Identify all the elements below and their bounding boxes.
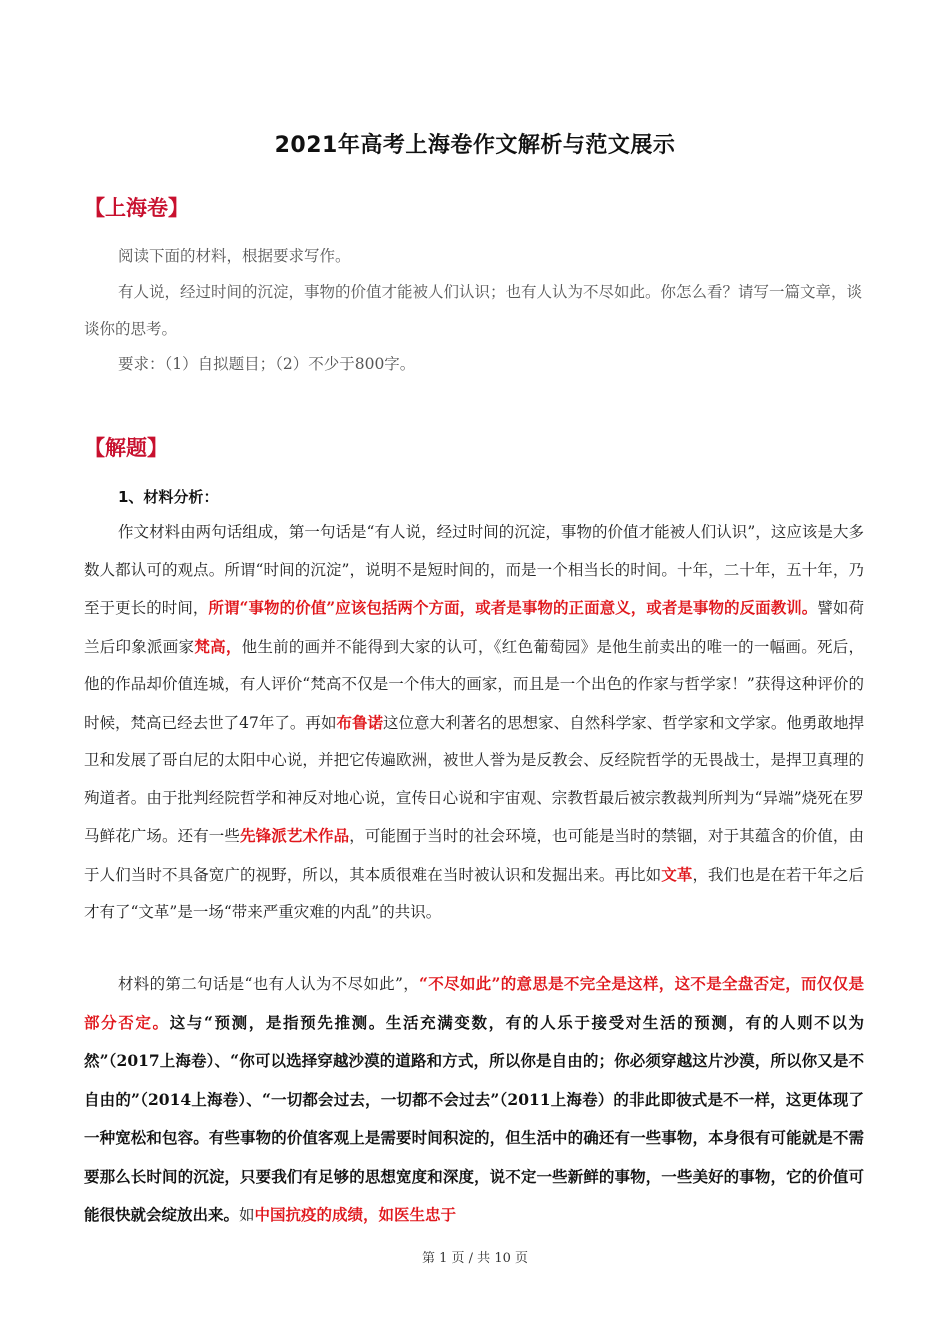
subheading-material-analysis: 1、材料分析：: [118, 488, 219, 506]
p1-highlight-wenge: 文革: [661, 864, 693, 884]
p2-highlight-partial: “不尽如此”的意思是不完全是这样，这不是全盘否定，而仅仅是部分否定。: [84, 974, 864, 1032]
analysis-paragraph-2: [84, 965, 864, 1235]
prompt-requirements: 要求：（1）自拟题目；（2）不少于800字。: [118, 355, 416, 373]
analysis-paragraph-1: [84, 514, 864, 932]
p1-highlight-bruno: 布鲁诺: [336, 712, 384, 732]
p2-bold-text: 这与“预测，是指预先推测。生活充满变数，有的人乐于接受对生活的预测，有的人则不以为然”（2017上海卷）、“你可以选择穿越沙漠的道路和方式，所以你是自由的；你必须穿越这片沙漠，所以你又是不自由的”（2014上海卷）、“一切都会过去，一切都不会过去”（2011上海卷）的非此即彼式是不一样，这更体现了一种宽松和包容。有些事物的价值客观上是需要时间积淀的，但生活中的确还有一些事物，本身很有可能就是不需要那么长时间的沉淀，只要我们有足够的思想宽度和深度，说不定一些新鲜的事物，一些美好的事物，它的价值可能很快就会绽放出来。: [84, 1012, 864, 1224]
p1-text-a: 作文材料由两句话组成，第一句话是“有人说，经过时间的沉淀，事物的价值才能被人们认识”，这应该是大多数人都认可的观点。所谓“时间的沉淀”，说明不是短时间的，而是一个相当长的时间。十年，二十年，五十年，乃至于更长的时间，: [84, 523, 864, 617]
p1-highlight-avantgarde: 先锋派艺术作品: [240, 826, 350, 845]
p1-text-k: ，我们也是在若干年之后才有了“文革”是一场“带来严重灾难的内乱”的共识。: [84, 865, 864, 921]
p2-text-d: 如: [239, 1206, 255, 1224]
p1-highlight-vangogh: 梵高，: [194, 636, 242, 656]
p1-text-c: 譬如荷兰后印象派画家: [84, 599, 864, 656]
prompt-material: 有人说，经过时间的沉淀，事物的价值才能被人们认识；也有人认为不尽如此。你怎么看？请写一篇文章，谈谈你的思考。: [84, 283, 863, 338]
p2-highlight-covid: 中国抗疫的成绩，如医生忠于: [254, 1205, 457, 1224]
section-heading-analysis: 【解题】: [84, 436, 168, 460]
page-footer: 第 1 页 / 共 10 页: [422, 1251, 528, 1266]
p2-text-a: 材料的第二句话是“也有人认为不尽如此”，: [118, 975, 420, 993]
p1-text-g: 这位意大利著名的思想家、自然科学家、哲学家和文学家。他勇敢地捍卫和发展了哥白尼的太阳中心说，并把它传遍欧洲，被世人誉为是反教会、反经院哲学的无畏战士，是捍卫真理的殉道者。由于批判经院哲学和神反对地心说，宣传日心说和宇宙观、宗教哲最后被宗教裁判所判为“异端”烧死在罗马鲜花广场。还有一些: [84, 713, 864, 845]
p1-text-e: 他生前的画并不能得到大家的认可，《红色葡萄园》是他生前卖出的唯一的一幅画。死后，他的作品却价值连城，有人评价“梵高不仅是一个伟大的画家，而且是一个出色的作家与哲学家！”获得这种评价的时候，梵高已经去世了47年了。再如: [84, 637, 864, 732]
page-title: 2021年高考上海卷作文解析与范文展示: [274, 133, 676, 158]
prompt-instruction: 阅读下面的材料，根据要求写作。: [118, 247, 351, 265]
p1-text-i: ，可能囿于当时的社会环境，也可能是当时的禁锢，对于其蕴含的价值，由于人们当时不具备宽广的视野，所以，其本质很难在当时被认识和发掘出来。再比如: [84, 827, 864, 884]
p1-highlight-value: 所谓“事物的价值”应该包括两个方面，或者是事物的正面意义，或者是事物的反面教训。: [208, 598, 818, 617]
section-heading-shanghai: 【上海卷】: [84, 196, 189, 220]
